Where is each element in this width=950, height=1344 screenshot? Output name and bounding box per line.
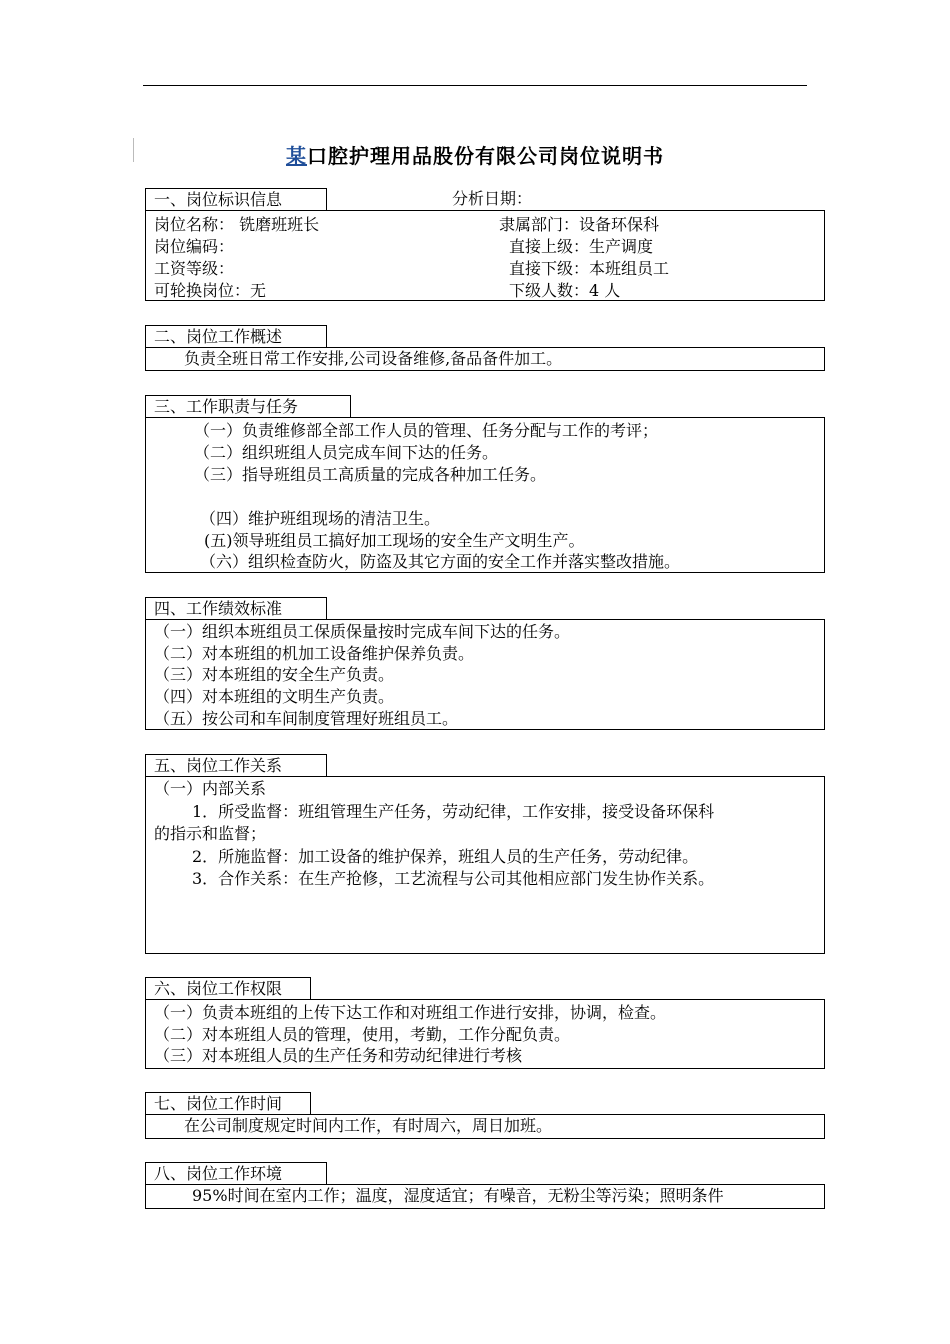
section-heading-3: 三、工作职责与任务 [145,395,351,417]
authority-item: （二）对本班组人员的管理，使用，考勤，工作分配负责。 [154,1025,571,1044]
relations-item: 2．所施监督：加工设备的维护保养，班组人员的生产任务，劳动纪律。 [192,847,699,866]
field-rotation-post: 可轮换岗位：无 [154,281,267,300]
section-heading-4: 四、工作绩效标准 [145,597,327,619]
overview-text: 负责全班日常工作安排,公司设备维修,备品备件加工。 [184,349,563,368]
duty-item: （二）组织班组人员完成车间下达的任务。 [194,443,499,462]
section-heading-8: 八、岗位工作环境 [145,1162,327,1184]
section-box-authority [145,999,825,1069]
analysis-date-label: 分析日期： [452,189,533,208]
section-box-work-environment [145,1184,825,1209]
header-rule [143,85,807,86]
duty-item: （六）组织检查防火，防盗及其它方面的安全工作并落实整改措施。 [200,552,681,571]
relations-item: 1．所受监督：班组管理生产任务，劳动纪律，工作安排，接受设备环保科 [192,802,715,821]
field-department: 隶属部门：设备环保科 [499,215,660,234]
relations-heading: （一）内部关系 [154,779,267,798]
performance-item: （五）按公司和车间制度管理好班组员工。 [154,709,459,728]
section-heading-2: 二、岗位工作概述 [145,325,327,347]
authority-item: （一）负责本班组的上传下达工作和对班组工作进行安排，协调，检查。 [154,1003,667,1022]
performance-item: （三）对本班组的安全生产负责。 [154,665,395,684]
field-wage-grade: 工资等级： [154,259,235,278]
work-time-text: 在公司制度规定时间内工作，有时周六，周日加班。 [184,1116,553,1135]
section-box-work-time [145,1114,825,1139]
title-accent: 某 [286,144,307,168]
field-position-code: 岗位编码： [154,237,235,256]
section-heading-5: 五、岗位工作关系 [145,754,327,776]
relations-item-cont: 的指示和监督； [154,824,267,843]
section-heading-1: 一、岗位标识信息 [145,188,327,210]
section-box-performance [145,619,825,730]
authority-item: （三）对本班组人员的生产任务和劳动纪律进行考核 [154,1046,523,1065]
field-subordinate-count: 下级人数：4 人 [509,281,621,300]
section-box-duties [145,417,825,573]
section-heading-6: 六、岗位工作权限 [145,977,311,999]
duty-item: (五)领导班组员工搞好加工现场的安全生产文明生产。 [204,531,585,550]
title-text: 口腔护理用品股份有限公司岗位说明书 [307,144,664,168]
field-direct-superior: 直接上级：生产调度 [509,237,654,256]
performance-item: （一）组织本班组员工保质保量按时完成车间下达的任务。 [154,622,571,641]
work-environment-text: 95%时间在室内工作；温度，湿度适宜；有噪音，无粉尘等污染；照明条件 [192,1186,724,1205]
performance-item: （二）对本班组的机加工设备维护保养负责。 [154,644,475,663]
page-title [0,140,950,169]
field-position-name: 岗位名称： 铣磨班班长 [154,215,320,234]
section-heading-7: 七、岗位工作时间 [145,1092,311,1114]
duty-item: （一）负责维修部全部工作人员的管理、任务分配与工作的考评； [194,421,659,440]
section-box-overview [145,347,825,371]
performance-item: （四）对本班组的文明生产负责。 [154,687,395,706]
field-direct-subordinate: 直接下级：本班组员工 [509,259,670,278]
section-box-identification [145,210,825,301]
duty-item: （三）指导班组员工高质量的完成各种加工任务。 [194,465,547,484]
relations-item: 3．合作关系：在生产抢修，工艺流程与公司其他相应部门发生协作关系。 [192,869,715,888]
duty-item: （四）维护班组现场的清洁卫生。 [200,509,441,528]
section-box-relations [145,776,825,954]
